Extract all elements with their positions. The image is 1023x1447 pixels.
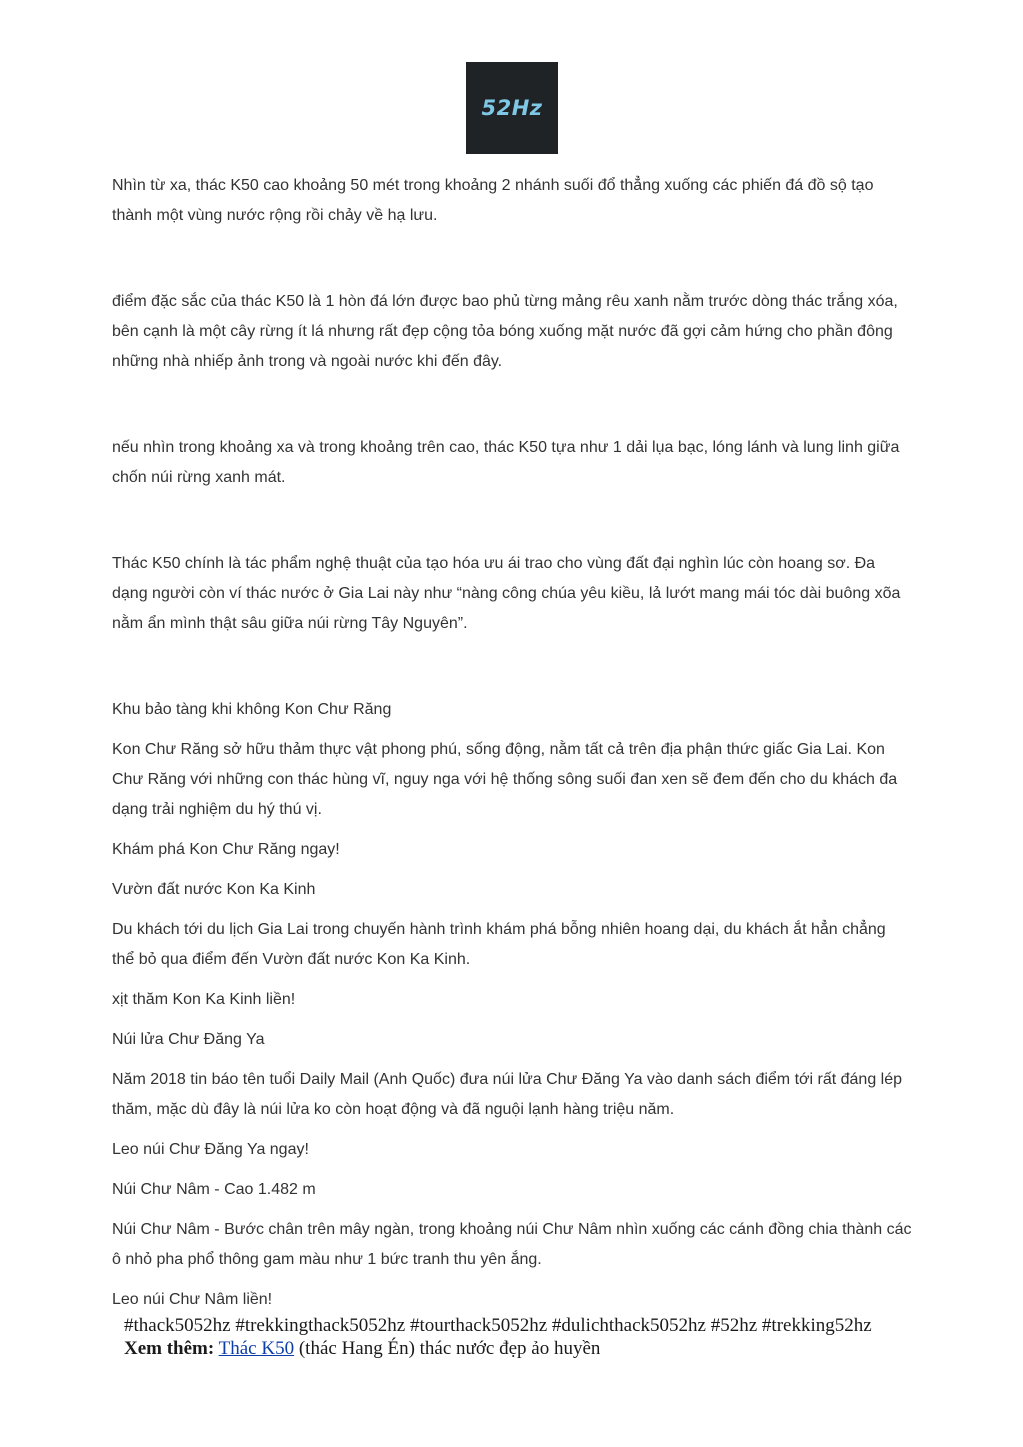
article-body [112, 171, 912, 1315]
paragraph: Kon Chư Răng sở hữu thảm thực vật phong phú, sống động, nằm tất cả trên địa phận thức giấc Gia Lai. Kon Chư Răng với những con thác hùng vĩ, nguy nga với hệ thống sông suối đan xen sẽ đem đến cho du khách đa dạng trải nghiệm du hý thú vị. [112, 741, 898, 818]
paragraph: Thác K50 chính là tác phẩm nghệ thuật của tạo hóa ưu ái trao cho vùng đất đại nghìn lúc còn hoang sơ. Đa dạng người còn ví thác nước ở Gia Lai này như “nàng công chúa yêu kiều, lả lướt mang mái tóc dài buông xõa nằm ẩn mình thật sâu giữa núi rừng Tây Nguyên”. [112, 555, 901, 632]
paragraph: điểm đặc sắc của thác K50 là 1 hòn đá lớn được bao phủ từng mảng rêu xanh nằm trước dòng thác trắng xóa, bên cạnh là một cây rừng ít lá nhưng rất đẹp cộng tỏa bóng xuống mặt nước đã gợi cảm hứng cho phần đông những nhà nhiếp ảnh trong và ngoài nước khi đến đây. [112, 293, 898, 370]
see-more-link[interactable]: Thác K50 [218, 1338, 295, 1359]
section-heading: Núi Chư Nâm - Cao 1.482 m [112, 1181, 316, 1198]
hashtags: #thack5052hz #trekkingthack5052hz #tourthack5052hz #dulichthack5052hz #52hz #trekking52hz [124, 1315, 872, 1336]
section-heading: Khu bảo tàng khi không Kon Chư Răng [112, 701, 392, 718]
logo-text: 52Hz [481, 96, 543, 120]
footer-tags [124, 1314, 884, 1360]
logo [466, 62, 558, 154]
section-heading: Núi lửa Chư Đăng Ya [112, 1031, 265, 1048]
section-heading: Vườn đất nước Kon Ka Kinh [112, 881, 316, 898]
call-to-action: xịt thăm Kon Ka Kinh liền! [112, 991, 296, 1008]
paragraph: Năm 2018 tin báo tên tuổi Daily Mail (Anh Quốc) đưa núi lửa Chư Đăng Ya vào danh sách điểm tới rất đáng lép thăm, mặc dù đây là núi lửa ko còn hoạt động và đã nguội lạnh hàng triệu năm. [112, 1071, 903, 1118]
call-to-action: Khám phá Kon Chư Răng ngay! [112, 841, 340, 858]
call-to-action: Leo núi Chư Đăng Ya ngay! [112, 1141, 309, 1158]
see-more-rest: (thác Hang Én) thác nước đẹp ảo huyền [294, 1338, 601, 1359]
paragraph: Núi Chư Nâm - Bước chân trên mây ngàn, trong khoảng núi Chư Nâm nhìn xuống các cánh đồng chia thành các ô nhỏ pha phổ thông gam màu như 1 bức tranh thu yên ắng. [112, 1221, 912, 1268]
paragraph: Du khách tới du lịch Gia Lai trong chuyến hành trình khám phá bỗng nhiên hoang dại, du khách ắt hẳn chẳng thể bỏ qua điểm đến Vườn đất nước Kon Ka Kinh. [112, 921, 886, 968]
paragraph: Nhìn từ xa, thác K50 cao khoảng 50 mét trong khoảng 2 nhánh suối đổ thẳng xuống các phiến đá đồ sộ tạo thành một vùng nước rộng rồi chảy về hạ lưu. [112, 177, 874, 224]
see-more [124, 1337, 884, 1360]
see-more-label: Xem thêm: [124, 1338, 215, 1359]
call-to-action: Leo núi Chư Nâm liền! [112, 1291, 273, 1308]
paragraph: nếu nhìn trong khoảng xa và trong khoảng trên cao, thác K50 tựa như 1 dải lụa bạc, lóng lánh và lung linh giữa chốn núi rừng xanh mát. [112, 439, 900, 486]
